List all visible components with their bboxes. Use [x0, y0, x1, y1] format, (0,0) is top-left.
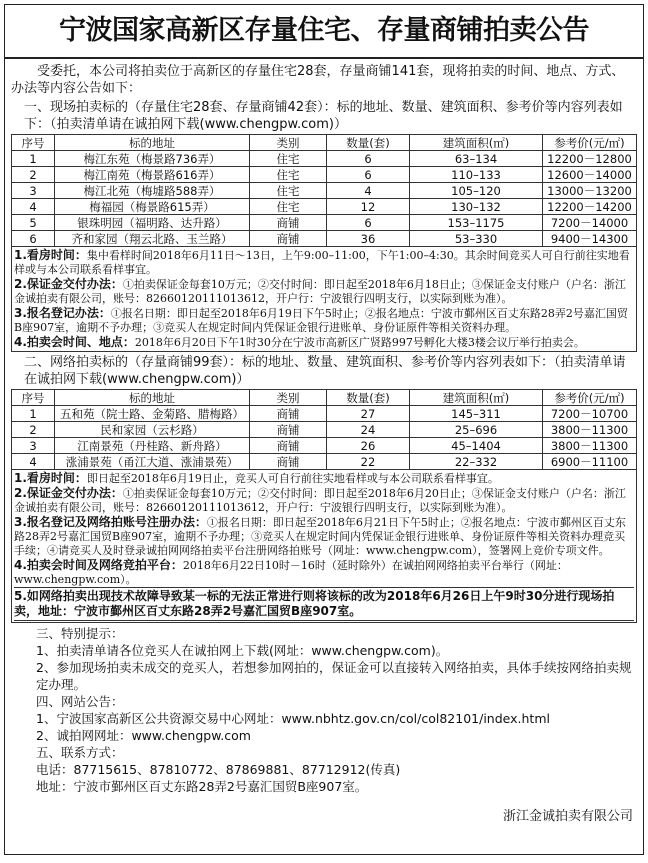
note-item: [14, 587, 634, 621]
table-row: [12, 454, 637, 470]
table-cell: 6900－11100: [543, 454, 637, 470]
table-cell: 商铺: [250, 422, 327, 438]
note-lead: 1.看房时间：: [14, 248, 87, 262]
announcement-body: [5, 59, 643, 825]
table-header-row: [12, 390, 637, 406]
table-cell: 53–330: [410, 231, 543, 247]
table-header-row: [12, 135, 637, 151]
col-header: 参考价(元/㎡): [543, 390, 637, 406]
table-row: [12, 406, 637, 422]
section3-heading: 三、特别提示：: [36, 626, 124, 641]
table-cell: 12600－14000: [543, 167, 637, 183]
table-cell: 1: [12, 406, 55, 422]
col-header: 标的地址: [55, 135, 250, 151]
table-cell: 7200－10700: [543, 406, 637, 422]
note-item: [14, 335, 634, 350]
note-text: 如网络拍卖出现技术故障导致某一标的无法正常进行则将该标的改为2018年6月26日上午9时30分进行现场拍卖，地址：宁波市鄞州区百丈东路28弄2号嘉汇国贸B座907室。: [14, 589, 615, 618]
table-cell: 130–132: [410, 199, 543, 215]
intro-paragraph: 受委托，本公司将拍卖位于高新区的存量住宅28套，存量商铺141套，现将拍卖的时间、地点、方式、办法等内容公告如下：: [11, 64, 625, 96]
table-cell: 1: [12, 151, 55, 167]
table-cell: 梅福园（梅景路615弄）: [55, 199, 250, 215]
col-header: 序号: [12, 135, 55, 151]
table-cell: 商铺: [250, 438, 327, 454]
table-cell: 105–120: [410, 183, 543, 199]
table-cell: 2: [12, 422, 55, 438]
col-header: 参考价(元/㎡): [543, 135, 637, 151]
note-text: ①报名日期：即日起至2018年6月19日下午5时止；②报名地点：宁波市鄞州区百丈东路28弄2号嘉汇国贸B座907室，逾期不予办理；③竞买人在规定时间内凭保证金银行进账单、身份证原件等相关资料办理。: [14, 307, 628, 334]
table-cell: 110–133: [410, 167, 543, 183]
contact-phone: 电话：87715615、87810772、87869881、87712912(传真): [36, 762, 401, 777]
note-text: 集中看样时间2018年6月11日～13日，上午9:00–11:00，下午1:00–4:30。其余时间竞买人可自行前往实地看样或与本公司联系看样事宜。: [14, 249, 630, 276]
table-cell: 商铺: [250, 215, 327, 231]
table-cell: 4: [12, 199, 55, 215]
table-cell: 2: [12, 167, 55, 183]
note-lead: 3.报名登记办法：: [14, 306, 111, 320]
table-row: [12, 231, 637, 247]
table-cell: 4: [12, 454, 55, 470]
note-item: [14, 515, 634, 558]
note-lead: 5.: [14, 589, 27, 603]
note-text: 2018年6月20日下午1时30分在宁波市高新区广贤路997号孵化大楼3楼会议厅举行拍卖会。: [134, 336, 585, 349]
table-cell: 民和家园（云杉路）: [55, 422, 250, 438]
note-lead: 3.报名登记及网络拍账号注册办法：: [14, 515, 207, 529]
table-cell: 7200－14000: [543, 215, 637, 231]
notice-line: 2、参加现场拍卖未成交的竞买人，若想参加网拍的，保证金可以直接转入网络拍卖，具体手续按网络拍卖规定办理。: [36, 660, 632, 692]
table-row: [12, 151, 637, 167]
note-item: [14, 558, 634, 587]
section2-heading: 二、网络拍卖标的（存量商铺99套）：标的地址、数量、建筑面积、参考价等内容列表如下：（拍卖清单请在诚拍网下载(www.chengpw.com)）: [24, 355, 626, 387]
note-lead: 2.保证金交付办法：: [14, 277, 123, 291]
online-notes: [11, 469, 637, 623]
note-lead: 4.拍卖会时间、地点：: [14, 335, 135, 349]
note-text: ①拍卖保证金每套10万元；②交付时间：即日起至2018年6月20日止；③保证金支付账户（户名：浙江金诚拍卖有限公司，账号：82660120111013612，开户行：宁波银行四明支行，以实际到账为准）。: [14, 487, 626, 514]
col-header: 数量(套): [327, 135, 410, 151]
table-cell: 银珠明园（福明路、达升路）: [55, 215, 250, 231]
note-text: 2018年6月22日10时－16时（延时除外）在诚拍网网络拍卖平台举行（网址：www.chengpw.com）。: [14, 559, 568, 586]
notice-line: 1、拍卖清单请各位竞买人在诚拍网上下载(网址：www.chengpw.com)。: [36, 643, 449, 658]
section5-heading: 五、联系方式：: [36, 745, 124, 760]
page-title: 宁波国家高新区存量住宅、存量商铺拍卖公告: [5, 5, 643, 59]
note-item: [14, 277, 634, 306]
table-cell: 6: [327, 167, 410, 183]
table-cell: 住宅: [250, 167, 327, 183]
table-cell: 6: [327, 151, 410, 167]
table-cell: 36: [327, 231, 410, 247]
note-lead: 2.保证金交付办法：: [14, 486, 123, 500]
table-cell: 22–332: [410, 454, 543, 470]
table-cell: 3: [12, 438, 55, 454]
table-cell: 45–1404: [410, 438, 543, 454]
contact-address: 地址：宁波市鄞州区百丈东路28弄2号嘉汇国贸B座907室。: [36, 779, 368, 794]
table-cell: 13000－13200: [543, 183, 637, 199]
table-cell: 3: [12, 183, 55, 199]
table-cell: 住宅: [250, 199, 327, 215]
table-cell: 商铺: [250, 454, 327, 470]
table-row: [12, 215, 637, 231]
col-header: 类别: [250, 390, 327, 406]
note-text: 即日起至2018年6月19日止，竞买人可自行前往实地看样或与本公司联系看样事宜。: [86, 472, 499, 485]
note-lead: 1.看房时间：: [14, 471, 87, 485]
company-signature: 浙江金诚拍卖有限公司: [502, 809, 633, 824]
table-cell: 住宅: [250, 151, 327, 167]
section4-heading: 四、网站公告：: [36, 694, 124, 709]
table-cell: 22: [327, 454, 410, 470]
table-cell: 江南景苑（丹桂路、新舟路）: [55, 438, 250, 454]
table-cell: 24: [327, 422, 410, 438]
table-cell: 6: [12, 231, 55, 247]
table-cell: 6: [327, 215, 410, 231]
website-line: 2、诚拍网网址：www.chengpw.com: [36, 728, 251, 743]
table-row: [12, 199, 637, 215]
note-text: ①拍卖保证金每套10万元；②交付时间：即日起至2018年6月18日止；③保证金支付账户（户名：浙江金诚拍卖有限公司，账号：82660120111013612，开户行：宁波银行四明支行，以实际到账为准）。: [14, 278, 626, 305]
table-cell: 五和苑（院士路、金菊路、腊梅路）: [55, 406, 250, 422]
table-cell: 住宅: [250, 183, 327, 199]
table-cell: 4: [327, 183, 410, 199]
table-cell: 63–134: [410, 151, 543, 167]
col-header: 标的地址: [55, 390, 250, 406]
table-cell: 12: [327, 199, 410, 215]
table-row: [12, 438, 637, 454]
table-cell: 商铺: [250, 231, 327, 247]
table-cell: 梅江南苑（梅景路616弄）: [55, 167, 250, 183]
note-item: [14, 486, 634, 515]
table-cell: 3800－11300: [543, 422, 637, 438]
note-text: ①报名日期：即日起至2018年6月21日下午5时止；②报名地点：宁波市鄞州区百丈东路28弄2号嘉汇国贸B座907室，逾期不予办理；③竞买人在规定时间内凭保证金银行进账单、身份证原件等相关资料办理竞买手续；④请竞买人及时登录诚拍网网络拍卖平台注册网络拍账号（网址：www.chengpw.com），签署网上竞价专项文件。: [14, 516, 626, 557]
table-cell: 12200－12800: [543, 151, 637, 167]
table-row: [12, 183, 637, 199]
onsite-notes: [11, 246, 637, 352]
note-item: [14, 471, 634, 486]
table-cell: 153–1175: [410, 215, 543, 231]
table-cell: 12200－14200: [543, 199, 637, 215]
table-cell: 25–696: [410, 422, 543, 438]
col-header: 建筑面积(㎡): [410, 135, 543, 151]
table-cell: 梅江北苑（梅墟路588弄）: [55, 183, 250, 199]
section1-heading: 一、现场拍卖标的（存量住宅28套、存量商铺42套）：标的地址、数量、建筑面积、参考价等内容列表如下：（拍卖清单请在诚拍网下载(www.chengpw.com)）: [24, 100, 623, 132]
table-row: [12, 167, 637, 183]
table-cell: 涨浦景苑（甬江大道、涨浦景苑）: [55, 454, 250, 470]
table-row: [12, 422, 637, 438]
col-header: 数量(套): [327, 390, 410, 406]
note-item: [14, 306, 634, 335]
col-header: 建筑面积(㎡): [410, 390, 543, 406]
table-cell: 9400－14300: [543, 231, 637, 247]
table-cell: 齐和家园（翔云北路、玉兰路）: [55, 231, 250, 247]
table-cell: 商铺: [250, 406, 327, 422]
note-lead: 4.拍卖会时间及网络竞拍平台：: [14, 558, 183, 572]
announcement-page: [4, 4, 644, 855]
table-cell: 26: [327, 438, 410, 454]
note-item: [14, 248, 634, 277]
table-cell: 3800－11300: [543, 438, 637, 454]
table-cell: 5: [12, 215, 55, 231]
table-cell: 145–311: [410, 406, 543, 422]
col-header: 序号: [12, 390, 55, 406]
table-cell: 梅江东苑（梅景路736弄）: [55, 151, 250, 167]
online-auction-table: [11, 389, 637, 470]
col-header: 类别: [250, 135, 327, 151]
website-line: 1、宁波国家高新区公共资源交易中心网址：www.nbhtz.gov.cn/col/col82101/index.html: [36, 711, 550, 726]
onsite-auction-table: [11, 134, 637, 247]
table-cell: 27: [327, 406, 410, 422]
